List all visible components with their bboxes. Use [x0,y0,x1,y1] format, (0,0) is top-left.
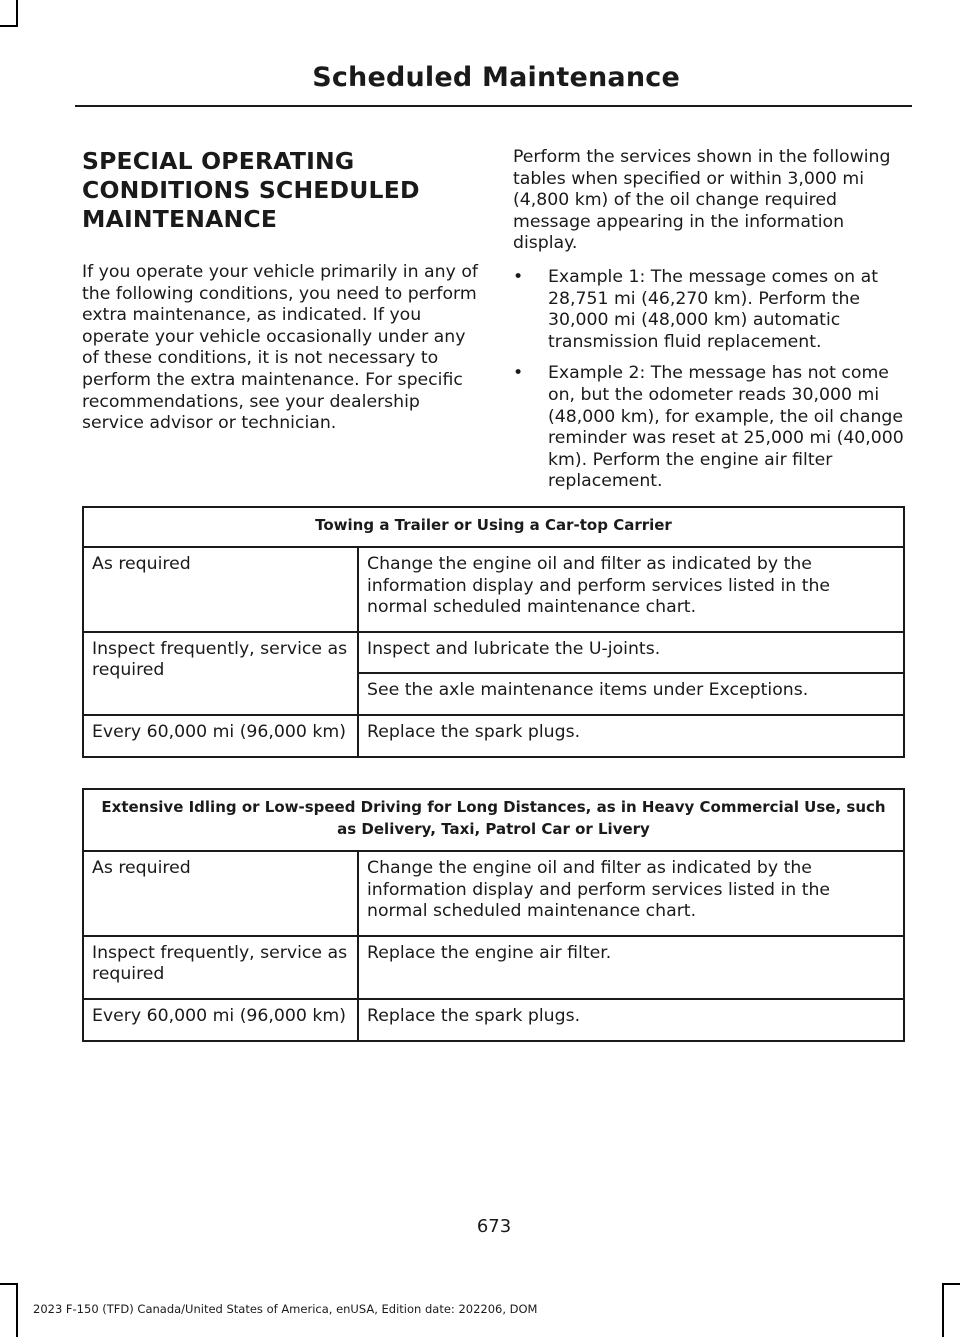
table-cell-action: Change the engine oil and filter as indicated by the information display and perform services listed in the normal scheduled maintenance chart. [358,547,904,632]
footer-edition-info: 2023 F-150 (TFD) Canada/United States of America, enUSA, Edition date: 202206, DOM [33,1302,538,1316]
header-divider [75,105,912,107]
section-title-line: SPECIAL OPERATING [82,147,355,175]
table-cell-when: As required [83,547,358,632]
list-item [513,363,908,493]
crop-mark [16,1283,18,1337]
table-header-row [83,507,904,547]
table-cell-action: Replace the engine air filter. [358,936,904,999]
intro-paragraph: If you operate your vehicle primarily in any of the following conditions, you need to perform extra maintenance, as indicated. If you operate your vehicle occasionally under any of these conditions, it is not necessary to perform the extra maintenance. For specific recommendations, see your dealership service advisor or technician. [82,262,478,434]
table-row [83,936,904,999]
towing-maintenance-table [82,506,905,758]
services-paragraph: Perform the services shown in the following tables when specified or within 3,000 mi (4,800 km) of the oil change required message appearing in the information display. [513,147,891,254]
crop-mark [0,1283,18,1285]
table-cell-when: Inspect frequently, service as required [83,936,358,999]
crop-mark [16,0,18,27]
table-cell-when: Every 60,000 mi (96,000 km) [83,715,358,757]
table-cell-action: Change the engine oil and filter as indicated by the information display and perform services listed in the normal scheduled maintenance chart. [358,851,904,936]
crop-mark [942,1283,944,1337]
table-row [83,999,904,1041]
page-header-title: Scheduled Maintenance [312,62,680,93]
table-row [83,632,904,674]
table-row [83,715,904,757]
table-cell-when: Every 60,000 mi (96,000 km) [83,999,358,1041]
section-title-line: CONDITIONS SCHEDULED [82,176,420,204]
example-list [513,267,908,493]
list-item-text: Example 2: The message has not come on, but the odometer reads 30,000 mi (48,000 km), for example, the oil change reminder was reset at 25,000 mi (40,000 km). Perform the engine air filter replacement. [548,363,904,492]
section-title [82,147,482,234]
list-item-text: Example 1: The message comes on at 28,751 mi (46,270 km). Perform the 30,000 mi (48,000 km) automatic transmission fluid replacement. [548,266,878,352]
list-item [513,267,908,353]
table-cell-when: As required [83,851,358,936]
section-title-line: MAINTENANCE [82,205,278,233]
table-cell-action: See the axle maintenance items under Exceptions. [358,673,904,715]
table-row [83,547,904,632]
table-header-row [83,789,904,851]
table-cell-action: Inspect and lubricate the U-joints. [358,632,904,674]
left-column [82,147,482,435]
table-title: Extensive Idling or Low-speed Driving for Long Distances, as in Heavy Commercial Use, such as Delivery, Taxi, Patrol Car or Livery [83,789,904,851]
bullet-icon: • [513,266,524,287]
table-row [83,851,904,936]
table-cell-action: Replace the spark plugs. [358,715,904,757]
bullet-icon: • [513,363,524,384]
table-cell-when: Inspect frequently, service as required [83,632,358,715]
idling-maintenance-table [82,788,905,1042]
crop-mark [942,1283,960,1285]
right-column [513,147,908,503]
table-title: Towing a Trailer or Using a Car-top Carrier [83,507,904,547]
page-number: 673 [476,1216,512,1237]
table-cell-action: Replace the spark plugs. [358,999,904,1041]
crop-mark [0,25,18,27]
